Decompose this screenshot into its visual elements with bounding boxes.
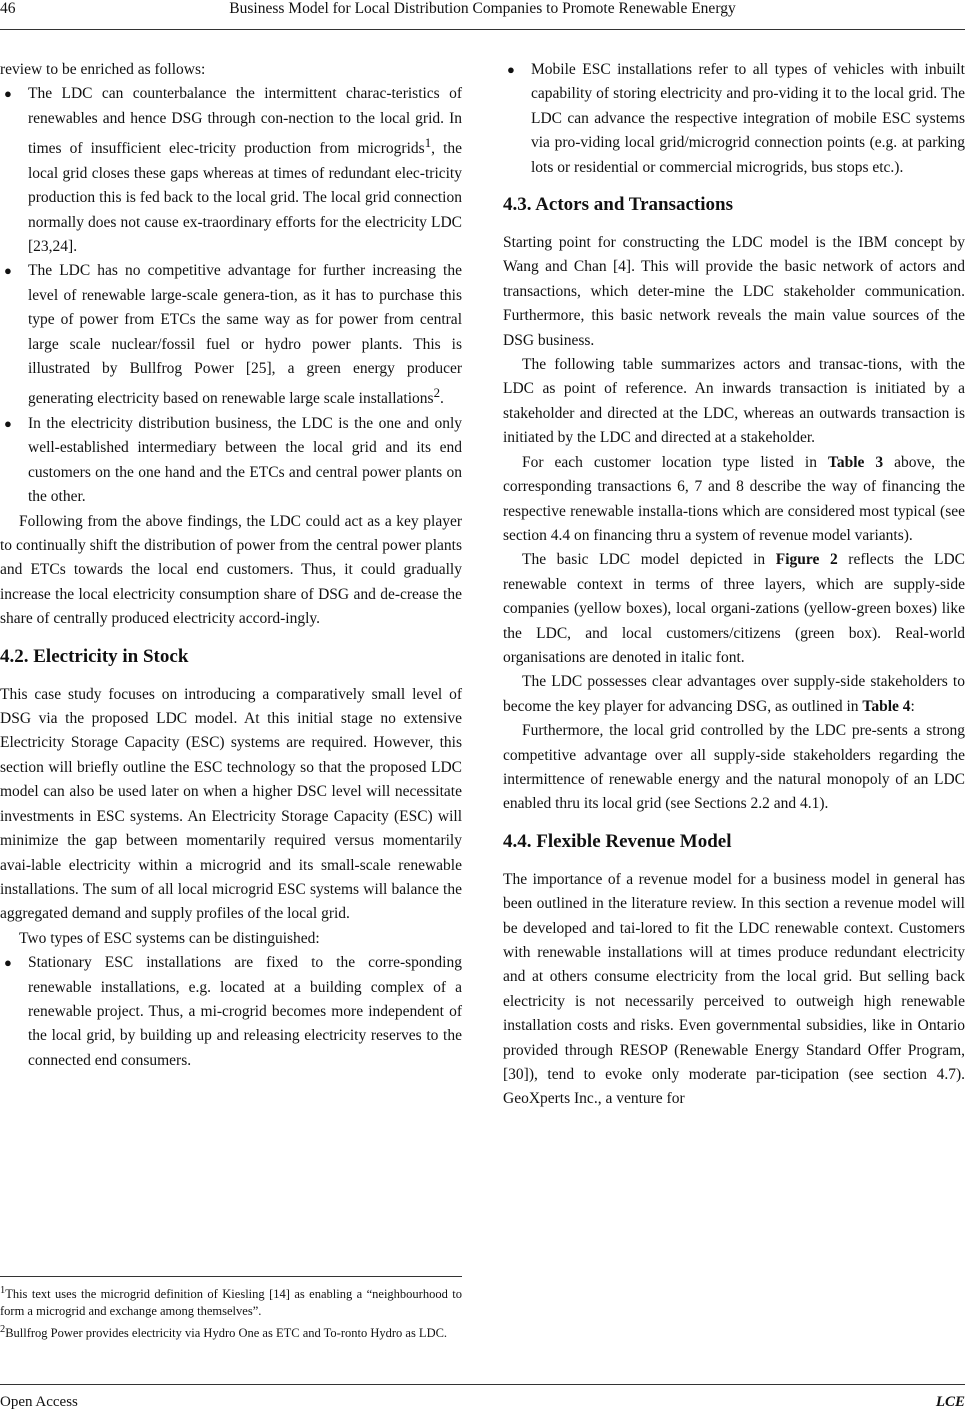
paragraph: For each customer location type listed in Table 3 above, the corresponding transactions 6, 7 and 8 describe the way of financing the respective renewable installa-tions which are considered most typical (see section 4.4 on financing thru a system of revenue model variants).: [503, 453, 965, 544]
header-rule: [0, 29, 965, 30]
paragraph: Furthermore, the local grid controlled by the LDC pre-sents a strong competitive advantage over all supply-side stakeholders regarding the intermittence of renewable energy and the natural monopoly of an LDC enabled thru its local grid (see Sections 2.2 and 4.1).: [503, 722, 965, 813]
paragraph: Two types of ESC systems can be distinguished:: [19, 929, 320, 947]
bullet-item: ● The LDC can counterbalance the intermittent charac-teristics of renewables and hence DSG through con-nection to the local grid. In times of insufficient elec-tricity production from microgrids$^1$, the local grid closes these gaps whereas at times of redundant elec-tricity production this is fed back to the local grid. The local grid connection normally does not cause ex-traordinary efforts for the electricity LDC [23,24].: [0, 82, 462, 259]
table-ref: Table 3: [827, 453, 884, 471]
paragraph: The basic LDC model depicted in Figure 2 reflects the LDC renewable context in terms of three layers, which are supply-side companies (yellow boxes), local organi-zations (yellow-green boxes) like the LDC, and local customers/citizens (green box). Real-world organisations are denoted in italic font.: [503, 551, 965, 666]
section-heading: 4.2. Electricity in Stock: [0, 645, 189, 667]
bullet-item: ● Mobile ESC installations refer to all types of vehicles with inbuilt capability of storing electricity and pro-viding it to the local grid. The LDC can advance the respective integration of mobile ESC systems via pro-viding local grid/microgrid connection points (e.g. at parking lots or residential or commercial microgrids, bus stops etc.).: [503, 58, 965, 180]
paragraph: Starting point for constructing the LDC model is the IBM concept by Wang and Chan [4]. This will provide the basic network of actors and transactions, which deter-mine the LDC stakeholder communication. Furthermore, this basic network reveals the main value sources of the DSG business.: [503, 234, 965, 349]
figure-ref: Figure 2: [775, 551, 838, 569]
bullet-icon: ●: [4, 955, 12, 971]
paragraph: The importance of a revenue model for a business model in general has been outlined in the literature review. In this section a revenue model will be developed and tai-lored to fit the LDC renewable context. Customers with renewable installations will at times produce redundant electricity and at others consume electricity from the local grid. But selling back electricity is not necessarily perceived to outweigh high renewable installation costs and risks. Even governmental subsidies, like in Ontario provided through RESOP (Renewable Energy Standard Offer Program, [30]), tend to evoke only moderate par-ticipation (see section 4.7). GeoXperts Inc., a venture for: [503, 870, 965, 1108]
page-number: 46: [0, 0, 16, 17]
paragraph: Following from the above findings, the LDC could act as a key player to continually shift the distribution of power from the central power plants and ETCs towards the local end customers. Thus, it could gradually increase the local electricity consumption share of DSG and de-crease the share of centrally produced electricity accord-ingly.: [0, 512, 462, 628]
footnote-ref: 1: [424, 135, 432, 151]
bullet-icon: ●: [4, 416, 12, 431]
footnote-2: $^2$Bullfrog Power provides electricity via Hydro One as ETC and To-ronto Hydro as LDC.: [0, 1323, 448, 1340]
paragraph: This case study focuses on introducing a comparatively small level of DSG via the proposed LDC model. At this initial stage no extensive Electricity Storage Capacity (ESC) systems are required. However, this section will briefly outline the ESC technology so that the proposed LDC model can also be used later on when a higher DSC level will necessitate investments in ESC systems. An Electricity Storage Capacity (ESC) will minimize the gap between momentarily required versus momentarily avai-lable electricity within a microgrid and its small-scale renewable installations. The sum of all local microgrid ESC systems will balance the aggregated demand and supply profiles of the local grid.: [0, 685, 462, 923]
section-heading: 4.4. Flexible Revenue Model: [503, 830, 732, 852]
footnote-ref: 2: [433, 385, 441, 401]
bullet-item: ● Stationary ESC installations are fixed to the corre-sponding renewable installations, e.g. located at a building complex of a renewable project. Thus, a mi-crogrid becomes more independent of the local grid, by building up and releasing electricity reserves to the connected end consumers.: [0, 951, 462, 1073]
section-heading: 4.3. Actors and Transactions: [503, 194, 733, 216]
bullet-item: ● In the electricity distribution business, the LDC is the one and only well-established intermediary between the local grid and its end customers on the one hand and the ETCs and central power plants on the other.: [0, 412, 462, 510]
paragraph-intro: review to be enriched as follows:: [0, 61, 206, 78]
footer-rule: [0, 1384, 965, 1385]
footer-journal: LCE: [935, 1394, 965, 1410]
footnote-rule: [0, 1276, 462, 1277]
footnotes: [0, 1282, 462, 1342]
right-column: [503, 58, 965, 1112]
bullet-icon: ●: [4, 263, 12, 279]
paragraph: The following table summarizes actors and transac-tions, with the LDC as point of reference. An inwards transaction is initiated by a stakeholder and directed at the LDC, whereas an outwards transaction is initiated by the LDC and directed at a stakeholder.: [503, 356, 965, 447]
footer-open-access: Open Access: [0, 1394, 78, 1410]
left-column: [0, 58, 462, 1073]
running-header-title: Business Model for Local Distribution Companies to Promote Renewable Energy: [229, 0, 736, 17]
table-ref: Table 4: [862, 697, 911, 715]
bullet-item: ● The LDC has no competitive advantage for further increasing the level of renewable large-scale genera-tion, as it has to purchase this type of power from ETCs the same way as for power from central large scale nuclear/fossil fuel or hydro power plants. This is illustrated by Bullfrog Power [25], a green energy producer generating electricity based on renewable large scale installations$^2$.: [0, 259, 462, 412]
footnote-1: $^1$This text uses the microgrid definition of Kiesling [14] as enabling a “neighbourhood to form a microgrid and exchange among themselves”.: [0, 1285, 462, 1319]
bullet-icon: ●: [4, 86, 12, 102]
bullet-icon: ●: [507, 62, 515, 77]
paragraph: The LDC possesses clear advantages over supply-side stakeholders to become the key player for advancing DSG, as outlined in Table 4:: [503, 673, 965, 715]
